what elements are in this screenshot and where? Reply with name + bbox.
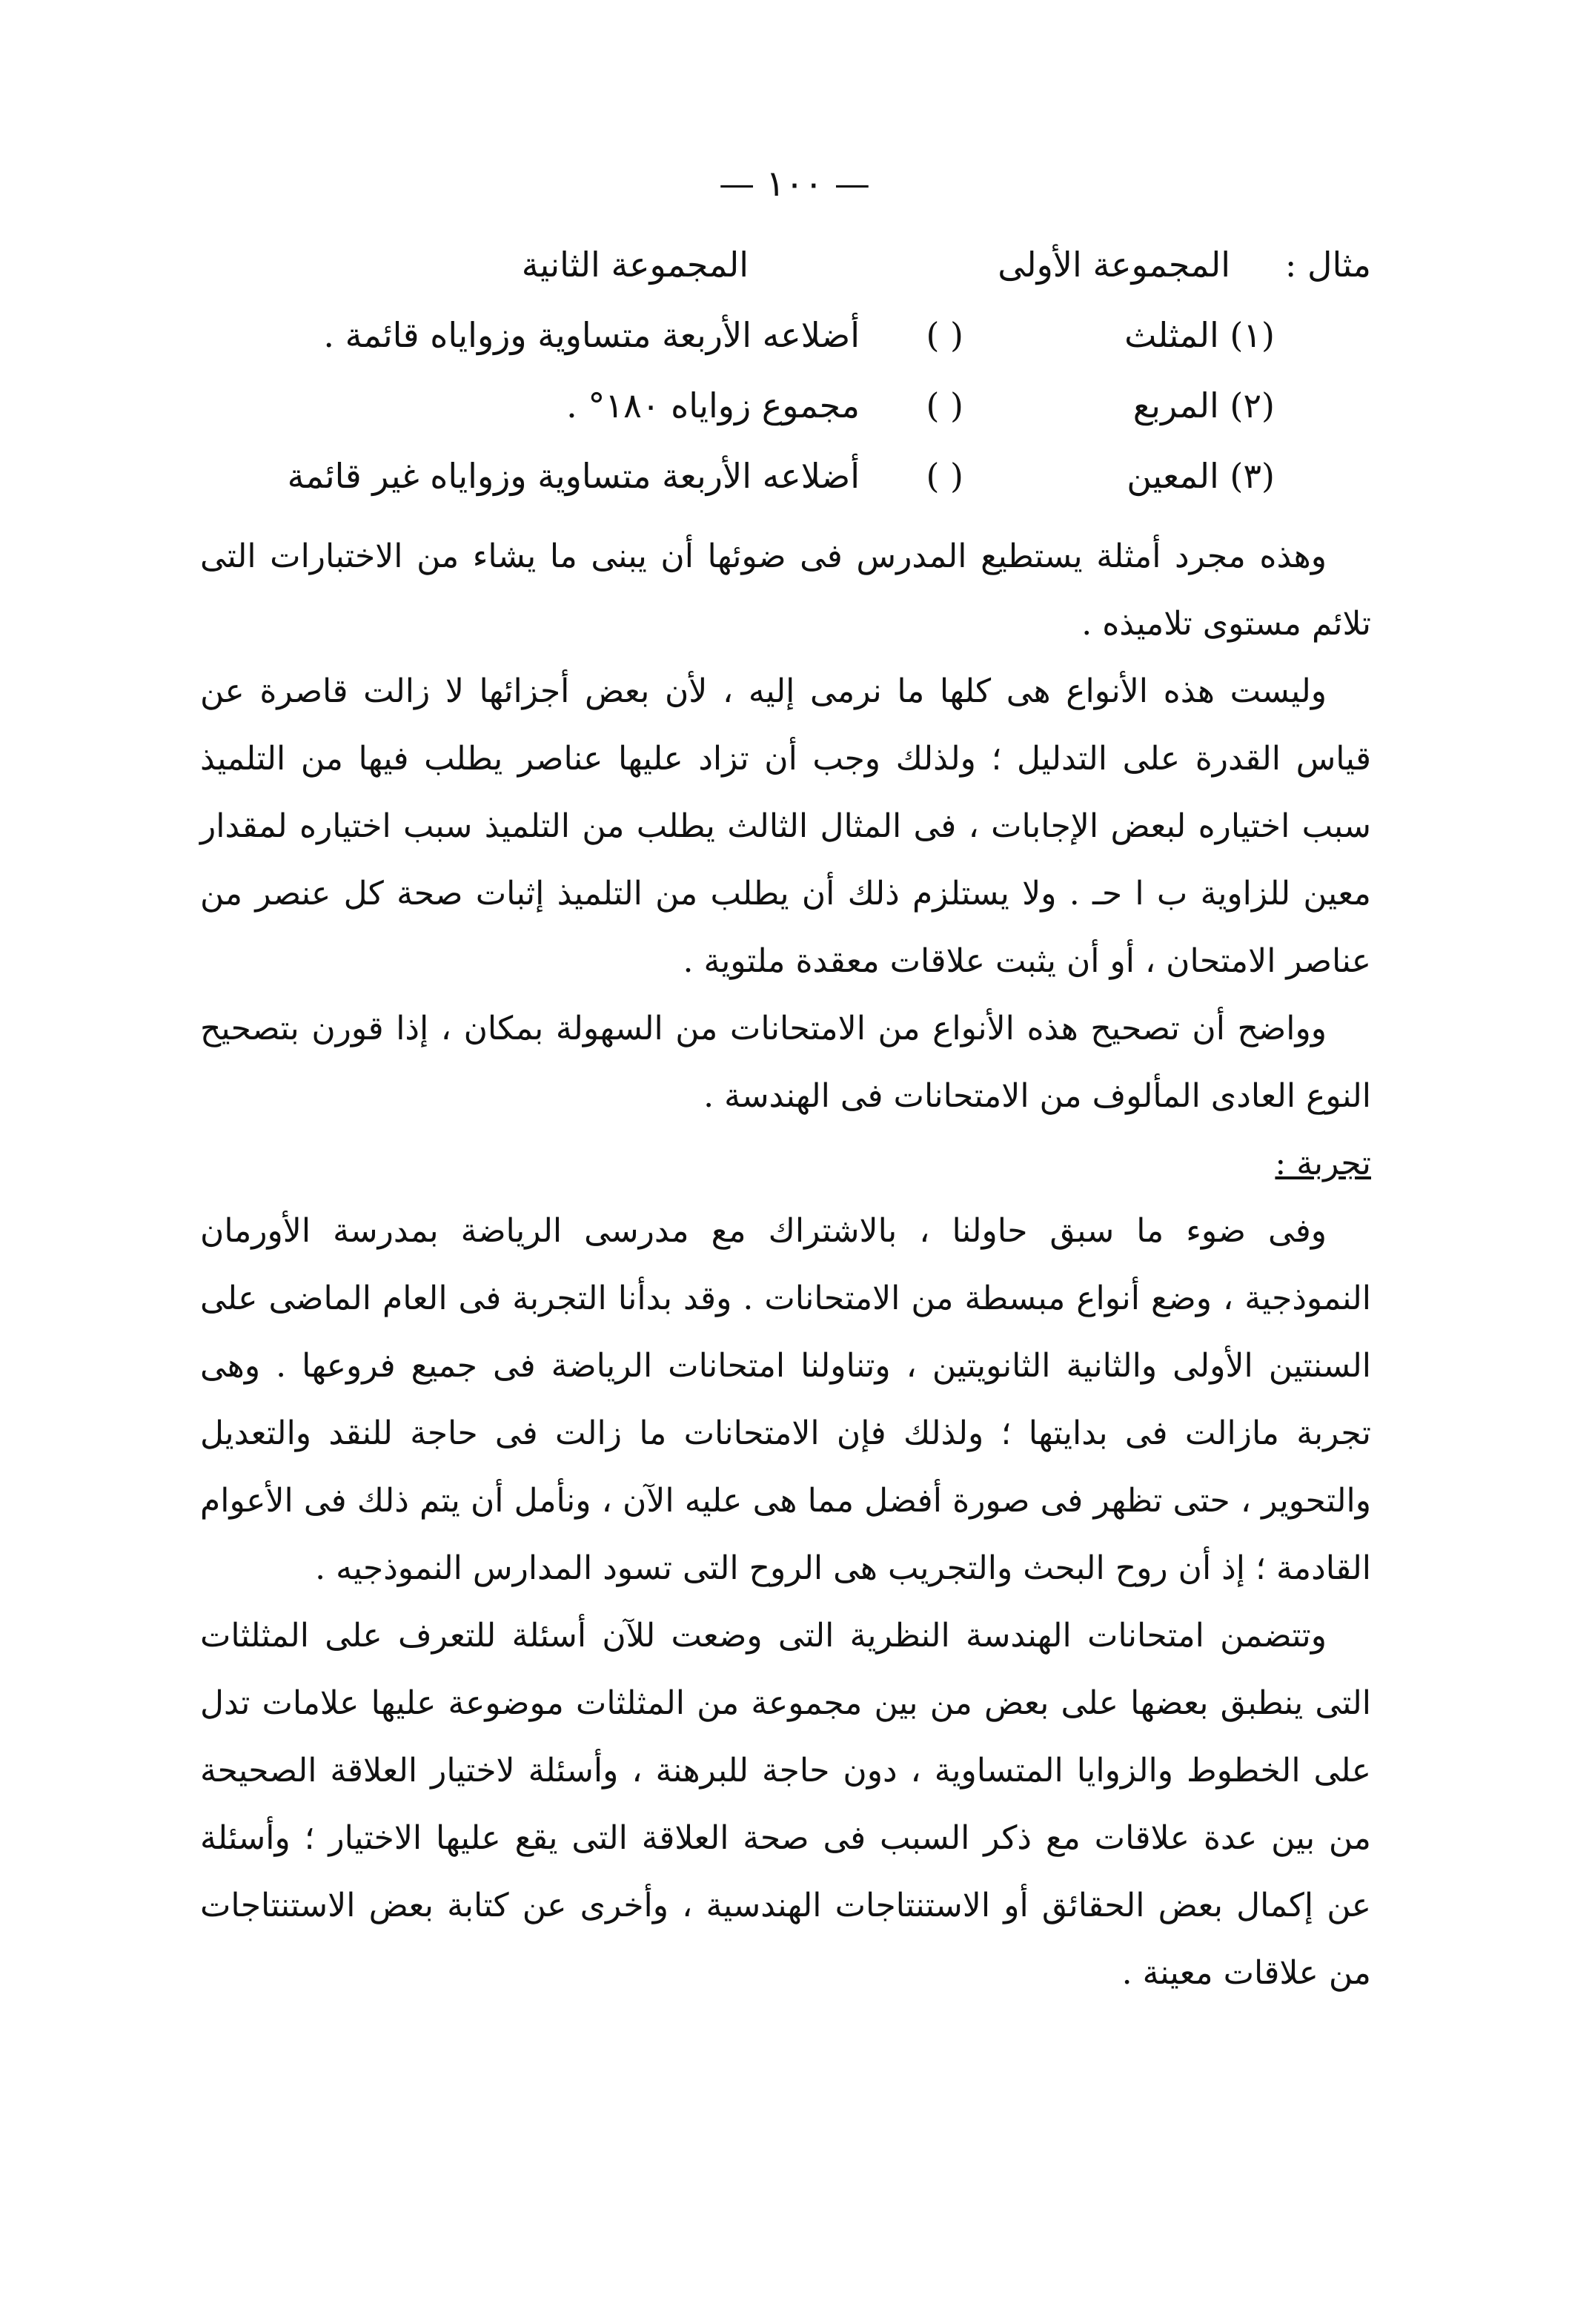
paragraph: وفى ضوء ما سبق حاولنا ، بالاشتراك مع مدرسى الرياضة بمدرسة الأورمان النموذجية ، وضع أنواع مبسطة من الامتحانات . وقد بدأنا التجربة فى العام الماضى على السنتين الأولى والثانية الثانويتين ، وتناولنا امتحانات الرياضة فى جميع فروعها . وهى تجربة مازالت فى بدايتها ؛ ولذلك فإن الامتحانات ما زالت فى حاجة للنقد والتعديل والتحوير ، حتى تظهر فى صورة أفضل مما هى عليه الآن ، ونأمل أن يتم ذلك فى الأعوام القادمة ؛ إذ أن روح البحث والتجريب هى الروح التى تسود المدارس النموذجيه . [200, 1212, 1371, 1587]
matching-item: (١) المثلث [1124, 315, 1275, 355]
example-header [460, 245, 1371, 297]
matching-statement: أضلاعه الأربعة متساوية وزواياه قائمة . [323, 315, 860, 355]
matching-statement: أضلاعه الأربعة متساوية وزواياه غير قائمة [287, 456, 860, 496]
matching-row [200, 456, 1275, 515]
matching-statement: مجموع زواياه ١٨٠° . [566, 385, 860, 426]
paragraph: وليست هذه الأنواع هى كلها ما نرمى إليه ، لأن بعض أجزائها لا زالت قاصرة عن قياس القدرة على التدليل ؛ ولذلك وجب أن تزاد عليها عناصر يطلب فيها من التلميذ سبب اختياره لبعض الإجابات ، فى المثال الثالث يطلب من التلميذ سبب اختياره لمقدار معين للزاوية ب ا حـ . ولا يستلزم ذلك أن يطلب من التلميذ إثبات صحة كل عنصر من عناصر الامتحان ، أو أن يثبت علاقات معقدة ملتوية . [200, 672, 1371, 980]
paragraph: وتتضمن امتحانات الهندسة النظرية التى وضعت للآن أسئلة للتعرف على المثلثات التى ينطبق بعضها على بعض من بين مجموعة من المثلثات موضوعة عليها علامات تدل على الخطوط والزوايا المتساوية ، دون حاجة للبرهنة ، وأسئلة لاختيار العلاقة الصحيحة من بين عدة علاقات مع ذكر السبب فى صحة العلاقة التى يقع عليها الاختيار ؛ وأسئلة عن إكمال بعض الحقائق أو الاستنتاجات الهندسية ، وأخرى عن كتابة بعض الاستنتاجات من علاقات معينة . [200, 1617, 1371, 1992]
paragraph: وهذه مجرد أمثلة يستطيع المدرس فى ضوئها أن يبنى ما يشاء من الاختبارات التى تلائم مستوى تلاميذه . [200, 537, 1371, 643]
example-label: مثال : [1284, 245, 1371, 285]
matching-row [200, 315, 1275, 374]
answer-blank: ( ) [926, 385, 963, 426]
page-number: — ١٠٠ — [719, 163, 870, 205]
answer-blank: ( ) [926, 315, 963, 355]
answer-blank: ( ) [926, 456, 963, 496]
matching-item: (٣) المعين [1127, 456, 1275, 496]
paragraph: وواضح أن تصحيح هذه الأنواع من الامتحانات من السهولة بمكان ، إذا قورن بتصحيح النوع العادى المألوف من الامتحانات فى الهندسة . [200, 1010, 1371, 1115]
group1-heading: المجموعة الأولى [998, 245, 1230, 285]
body-text [200, 523, 1371, 2007]
group2-heading: المجموعة الثانية [521, 245, 749, 285]
section-heading: تجربة : [1275, 1145, 1371, 1182]
matching-item: (٢) المربع [1132, 385, 1275, 426]
matching-row [200, 385, 1275, 445]
